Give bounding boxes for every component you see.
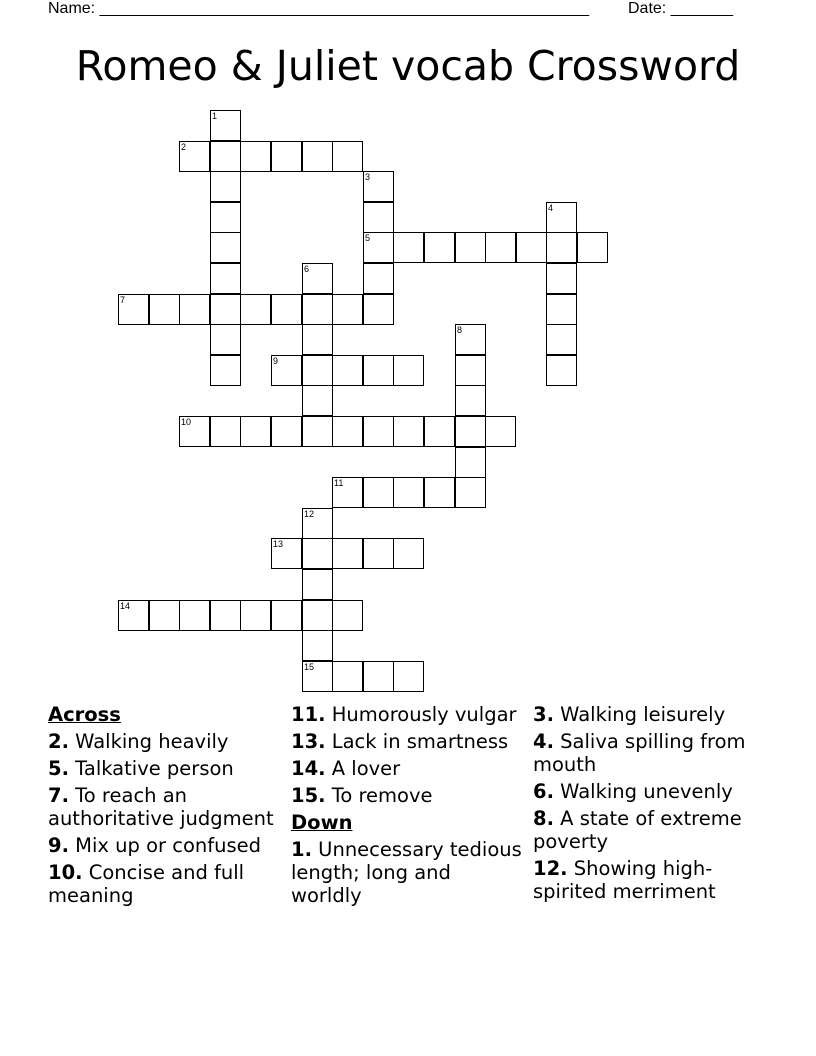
clue-text: Mix up or confused	[68, 834, 262, 857]
grid-cell[interactable]	[577, 232, 608, 263]
clue-item	[291, 757, 523, 780]
clue-text: Showing high-spirited merriment	[533, 857, 716, 903]
grid-cell[interactable]	[393, 538, 424, 569]
grid-cell[interactable]	[485, 232, 516, 263]
clue-number: 10.	[48, 861, 83, 884]
clue-item	[291, 730, 523, 753]
clue-number-label: 15	[304, 662, 315, 672]
grid-cell[interactable]	[149, 600, 180, 631]
clue-item	[48, 861, 280, 907]
clue-item	[291, 838, 523, 907]
grid-cell[interactable]	[302, 661, 333, 692]
clue-text: To reach an authoritative judgment	[48, 784, 274, 830]
grid-cell[interactable]	[118, 600, 149, 631]
grid-cell[interactable]	[240, 600, 271, 631]
grid-cell[interactable]	[302, 569, 333, 600]
clue-item	[291, 703, 523, 726]
clue-item	[533, 703, 773, 726]
grid-cell[interactable]	[271, 355, 302, 386]
grid-cell[interactable]	[210, 141, 241, 172]
clue-number: 4.	[533, 730, 554, 753]
grid-cell[interactable]	[363, 171, 394, 202]
grid-cell[interactable]	[302, 355, 333, 386]
grid-cell[interactable]	[455, 477, 486, 508]
grid-cell[interactable]	[271, 416, 302, 447]
grid-cell[interactable]	[210, 324, 241, 355]
grid-cell[interactable]	[240, 416, 271, 447]
clue-item	[291, 784, 523, 807]
clue-item	[48, 834, 280, 857]
grid-cell[interactable]	[393, 477, 424, 508]
across-heading: Across	[48, 703, 121, 726]
clue-number-label: 10	[181, 417, 192, 427]
clue-item	[48, 784, 280, 830]
grid-cell[interactable]	[210, 202, 241, 233]
grid-cell[interactable]	[332, 294, 363, 325]
clue-number-label: 2	[181, 142, 187, 152]
grid-cell[interactable]	[302, 600, 333, 631]
grid-cell[interactable]	[455, 385, 486, 416]
grid-cell[interactable]	[546, 232, 577, 263]
grid-cell[interactable]	[332, 538, 363, 569]
grid-cell[interactable]	[210, 355, 241, 386]
grid-cell[interactable]	[302, 294, 333, 325]
clue-item	[48, 757, 280, 780]
clue-number-label: 11	[334, 478, 344, 488]
clue-text: A state of extreme poverty	[533, 807, 742, 853]
clue-text: Unnecessary tedious length; long and worldly	[291, 838, 522, 907]
clue-number: 7.	[48, 784, 69, 807]
grid-cell[interactable]	[240, 294, 271, 325]
clue-number: 9.	[48, 834, 69, 857]
clue-item	[533, 730, 773, 776]
clue-number-label: 6	[304, 264, 310, 274]
clue-number-label: 14	[120, 601, 131, 611]
clue-number: 11.	[291, 703, 326, 726]
grid-cell[interactable]	[302, 538, 333, 569]
grid-cell[interactable]	[393, 416, 424, 447]
clue-number-label: 7	[120, 295, 126, 305]
grid-cell[interactable]	[485, 416, 516, 447]
clue-number-label: 3	[365, 172, 371, 182]
date-field-label: Date: _______	[628, 0, 733, 17]
grid-cell[interactable]	[302, 385, 333, 416]
grid-cell[interactable]	[363, 538, 394, 569]
grid-cell[interactable]	[210, 110, 241, 141]
clue-number: 2.	[48, 730, 69, 753]
clue-text: Talkative person	[68, 757, 234, 780]
grid-cell[interactable]	[332, 355, 363, 386]
grid-cell[interactable]	[302, 508, 333, 539]
grid-cell[interactable]	[302, 263, 333, 294]
grid-cell[interactable]	[546, 202, 577, 233]
grid-cell[interactable]	[363, 294, 394, 325]
clue-number: 8.	[533, 807, 554, 830]
clue-text: Saliva spilling from mouth	[533, 730, 746, 776]
clue-text: Walking leisurely	[553, 703, 726, 726]
grid-cell[interactable]	[546, 294, 577, 325]
clue-column-2	[291, 703, 523, 911]
grid-cell[interactable]	[210, 263, 241, 294]
clue-item	[533, 807, 773, 853]
clue-text: A lover	[325, 757, 401, 780]
clue-text: Humorously vulgar	[325, 703, 517, 726]
grid-cell[interactable]	[516, 232, 547, 263]
clue-text: Walking unevenly	[553, 780, 733, 803]
grid-cell[interactable]	[363, 202, 394, 233]
grid-cell[interactable]	[271, 538, 302, 569]
clue-number-label: 12	[304, 509, 315, 519]
grid-cell[interactable]	[546, 355, 577, 386]
clue-number-label: 8	[457, 325, 463, 335]
grid-cell[interactable]	[149, 294, 180, 325]
grid-cell[interactable]	[363, 661, 394, 692]
grid-cell[interactable]	[546, 263, 577, 294]
clue-number: 12.	[533, 857, 568, 880]
clue-item	[533, 857, 773, 903]
grid-cell[interactable]	[546, 324, 577, 355]
clue-number-label: 1	[212, 111, 218, 121]
down-heading: Down	[291, 811, 353, 834]
clue-item	[533, 780, 773, 803]
clue-number: 14.	[291, 757, 326, 780]
grid-cell[interactable]	[210, 600, 241, 631]
grid-cell[interactable]	[424, 232, 455, 263]
clue-number-label: 5	[365, 233, 371, 243]
grid-cell[interactable]	[302, 324, 333, 355]
clue-text: Lack in smartness	[325, 730, 509, 753]
grid-cell[interactable]	[210, 416, 241, 447]
grid-cell[interactable]	[118, 294, 149, 325]
clue-item	[48, 730, 280, 753]
grid-cell[interactable]	[210, 294, 241, 325]
grid-cell[interactable]	[302, 416, 333, 447]
grid-cell[interactable]	[179, 416, 210, 447]
grid-cell[interactable]	[210, 232, 241, 263]
name-field-label: Name: _______________________________________________________	[48, 0, 589, 17]
grid-cell[interactable]	[393, 355, 424, 386]
grid-cell[interactable]	[332, 477, 363, 508]
grid-cell[interactable]	[332, 141, 363, 172]
grid-cell[interactable]	[271, 294, 302, 325]
grid-cell[interactable]	[455, 355, 486, 386]
clue-number-label: 9	[273, 356, 279, 366]
grid-cell[interactable]	[455, 447, 486, 478]
grid-cell[interactable]	[455, 232, 486, 263]
clue-number-label: 13	[273, 539, 284, 549]
clue-text: Concise and full meaning	[48, 861, 245, 907]
grid-cell[interactable]	[271, 600, 302, 631]
grid-cell[interactable]	[455, 324, 486, 355]
grid-cell[interactable]	[302, 141, 333, 172]
grid-cell[interactable]	[210, 171, 241, 202]
clue-number: 15.	[291, 784, 326, 807]
grid-cell[interactable]	[179, 141, 210, 172]
grid-cell[interactable]	[393, 661, 424, 692]
grid-cell[interactable]	[455, 416, 486, 447]
grid-cell[interactable]	[363, 263, 394, 294]
grid-cell[interactable]	[332, 416, 363, 447]
grid-cell[interactable]	[363, 355, 394, 386]
grid-cell[interactable]	[363, 416, 394, 447]
grid-cell[interactable]	[393, 232, 424, 263]
clue-text: To remove	[325, 784, 433, 807]
clue-number-label: 4	[548, 203, 554, 213]
grid-cell[interactable]	[424, 416, 455, 447]
grid-cell[interactable]	[179, 294, 210, 325]
grid-cell[interactable]	[179, 600, 210, 631]
grid-cell[interactable]	[363, 477, 394, 508]
grid-cell[interactable]	[302, 630, 333, 661]
grid-cell[interactable]	[332, 661, 363, 692]
grid-cell[interactable]	[363, 232, 394, 263]
grid-cell[interactable]	[240, 141, 271, 172]
clue-text: Walking heavily	[68, 730, 229, 753]
clue-column-1	[48, 703, 280, 911]
clue-number: 6.	[533, 780, 554, 803]
grid-cell[interactable]	[271, 141, 302, 172]
page-title: Romeo & Juliet vocab Crossword	[75, 42, 741, 90]
clue-column-3	[533, 703, 773, 907]
grid-cell[interactable]	[332, 600, 363, 631]
clue-number: 13.	[291, 730, 326, 753]
clue-number: 5.	[48, 757, 69, 780]
clue-number: 1.	[291, 838, 312, 861]
grid-cell[interactable]	[424, 477, 455, 508]
clue-number: 3.	[533, 703, 554, 726]
